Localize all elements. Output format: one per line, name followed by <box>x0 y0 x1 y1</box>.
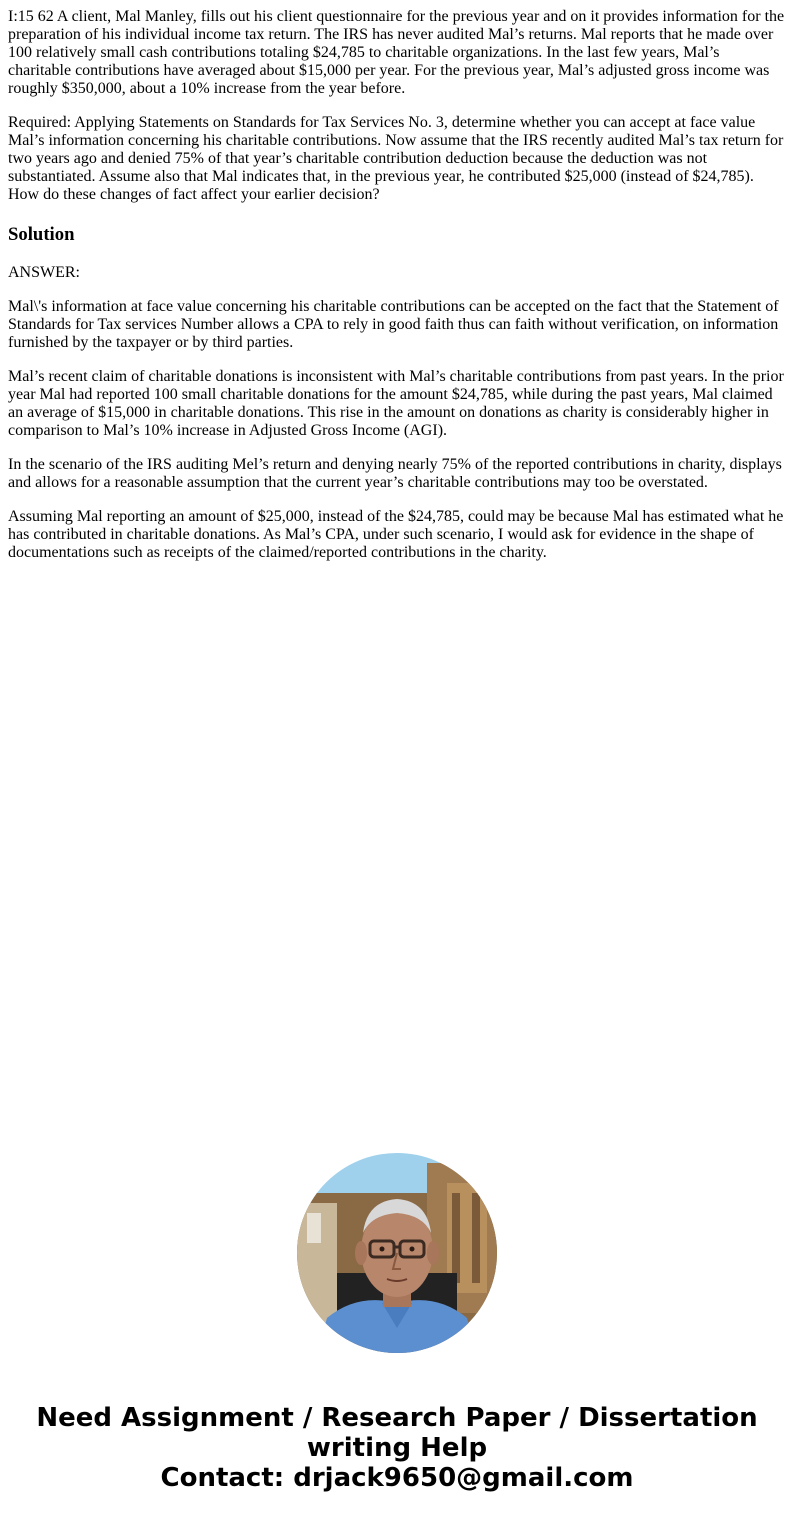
promo-banner <box>0 1403 794 1493</box>
document-body <box>8 8 786 578</box>
answer-paragraph-4: Assuming Mal reporting an amount of $25,000, instead of the $24,785, could may be because Mal has estimated what he has contributed in charitable donations. As Mal’s CPA, under such scenario, I would ask for evidence in the shape of documentations such as receipts of the claimed/reported contributions in the charity. <box>8 508 784 561</box>
answer-paragraph-3: In the scenario of the IRS auditing Mel’s return and denying nearly 75% of the reported contributions in charity, displays and allows for a reasonable assumption that the current year’s charitable contributions may too be overstated. <box>8 456 782 491</box>
question-paragraph-1: I:15 62 A client, Mal Manley, fills out his client questionnaire for the previous year and on it provides information for the preparation of his individual income tax return. The IRS has never audited Mal’s returns. Mal reports that he made over 100 relatively small cash contributions totaling $24,785 to charitable organizations. In the last few years, Mal’s charitable contributions have averaged about $15,000 per year. For the previous year, Mal’s adjusted gross income was roughly $350,000, about a 10% increase from the year before. <box>8 8 785 97</box>
promo-contact: Contact: drjack9650@gmail.com <box>160 1463 634 1493</box>
avatar <box>297 1153 497 1353</box>
question-paragraph-2: Required: Applying Statements on Standards for Tax Services No. 3, determine whether you can accept at face value Mal’s information concerning his charitable contributions. Now assume that the IRS recently audited Mal’s tax return for two years ago and denied 75% of that year’s charitable contribution deduction because the deduction was not substantiated. Assume also that Mal indicates that, in the previous year, he contributed $25,000 (instead of $24,785). How do these changes of fact affect your earlier decision? <box>8 114 784 203</box>
answer-paragraph-2: Mal’s recent claim of charitable donations is inconsistent with Mal’s charitable contributions from past years. In the prior year Mal had reported 100 small charitable donations for the amount $24,785, while during the past years, Mal claimed an average of $15,000 in charitable donations. This rise in the amount on donations as charity is considerably higher in comparison to Mal’s 10% increase in Adjusted Gross Income (AGI). <box>8 368 784 439</box>
avatar-portrait <box>297 1153 497 1353</box>
solution-heading: Solution <box>8 224 75 245</box>
answer-paragraph-1: Mal\'s information at face value concerning his charitable contributions can be accepted on the fact that the Statement of Standards for Tax services Number allows a CPA to rely in good faith thus can faith without verification, on information furnished by the taxpayer or by third parties. <box>8 298 779 351</box>
answer-label: ANSWER: <box>8 264 80 281</box>
promo-line-2: writing Help <box>306 1433 488 1463</box>
promo-line-1: Need Assignment / Research Paper / Dissertation <box>36 1403 758 1433</box>
